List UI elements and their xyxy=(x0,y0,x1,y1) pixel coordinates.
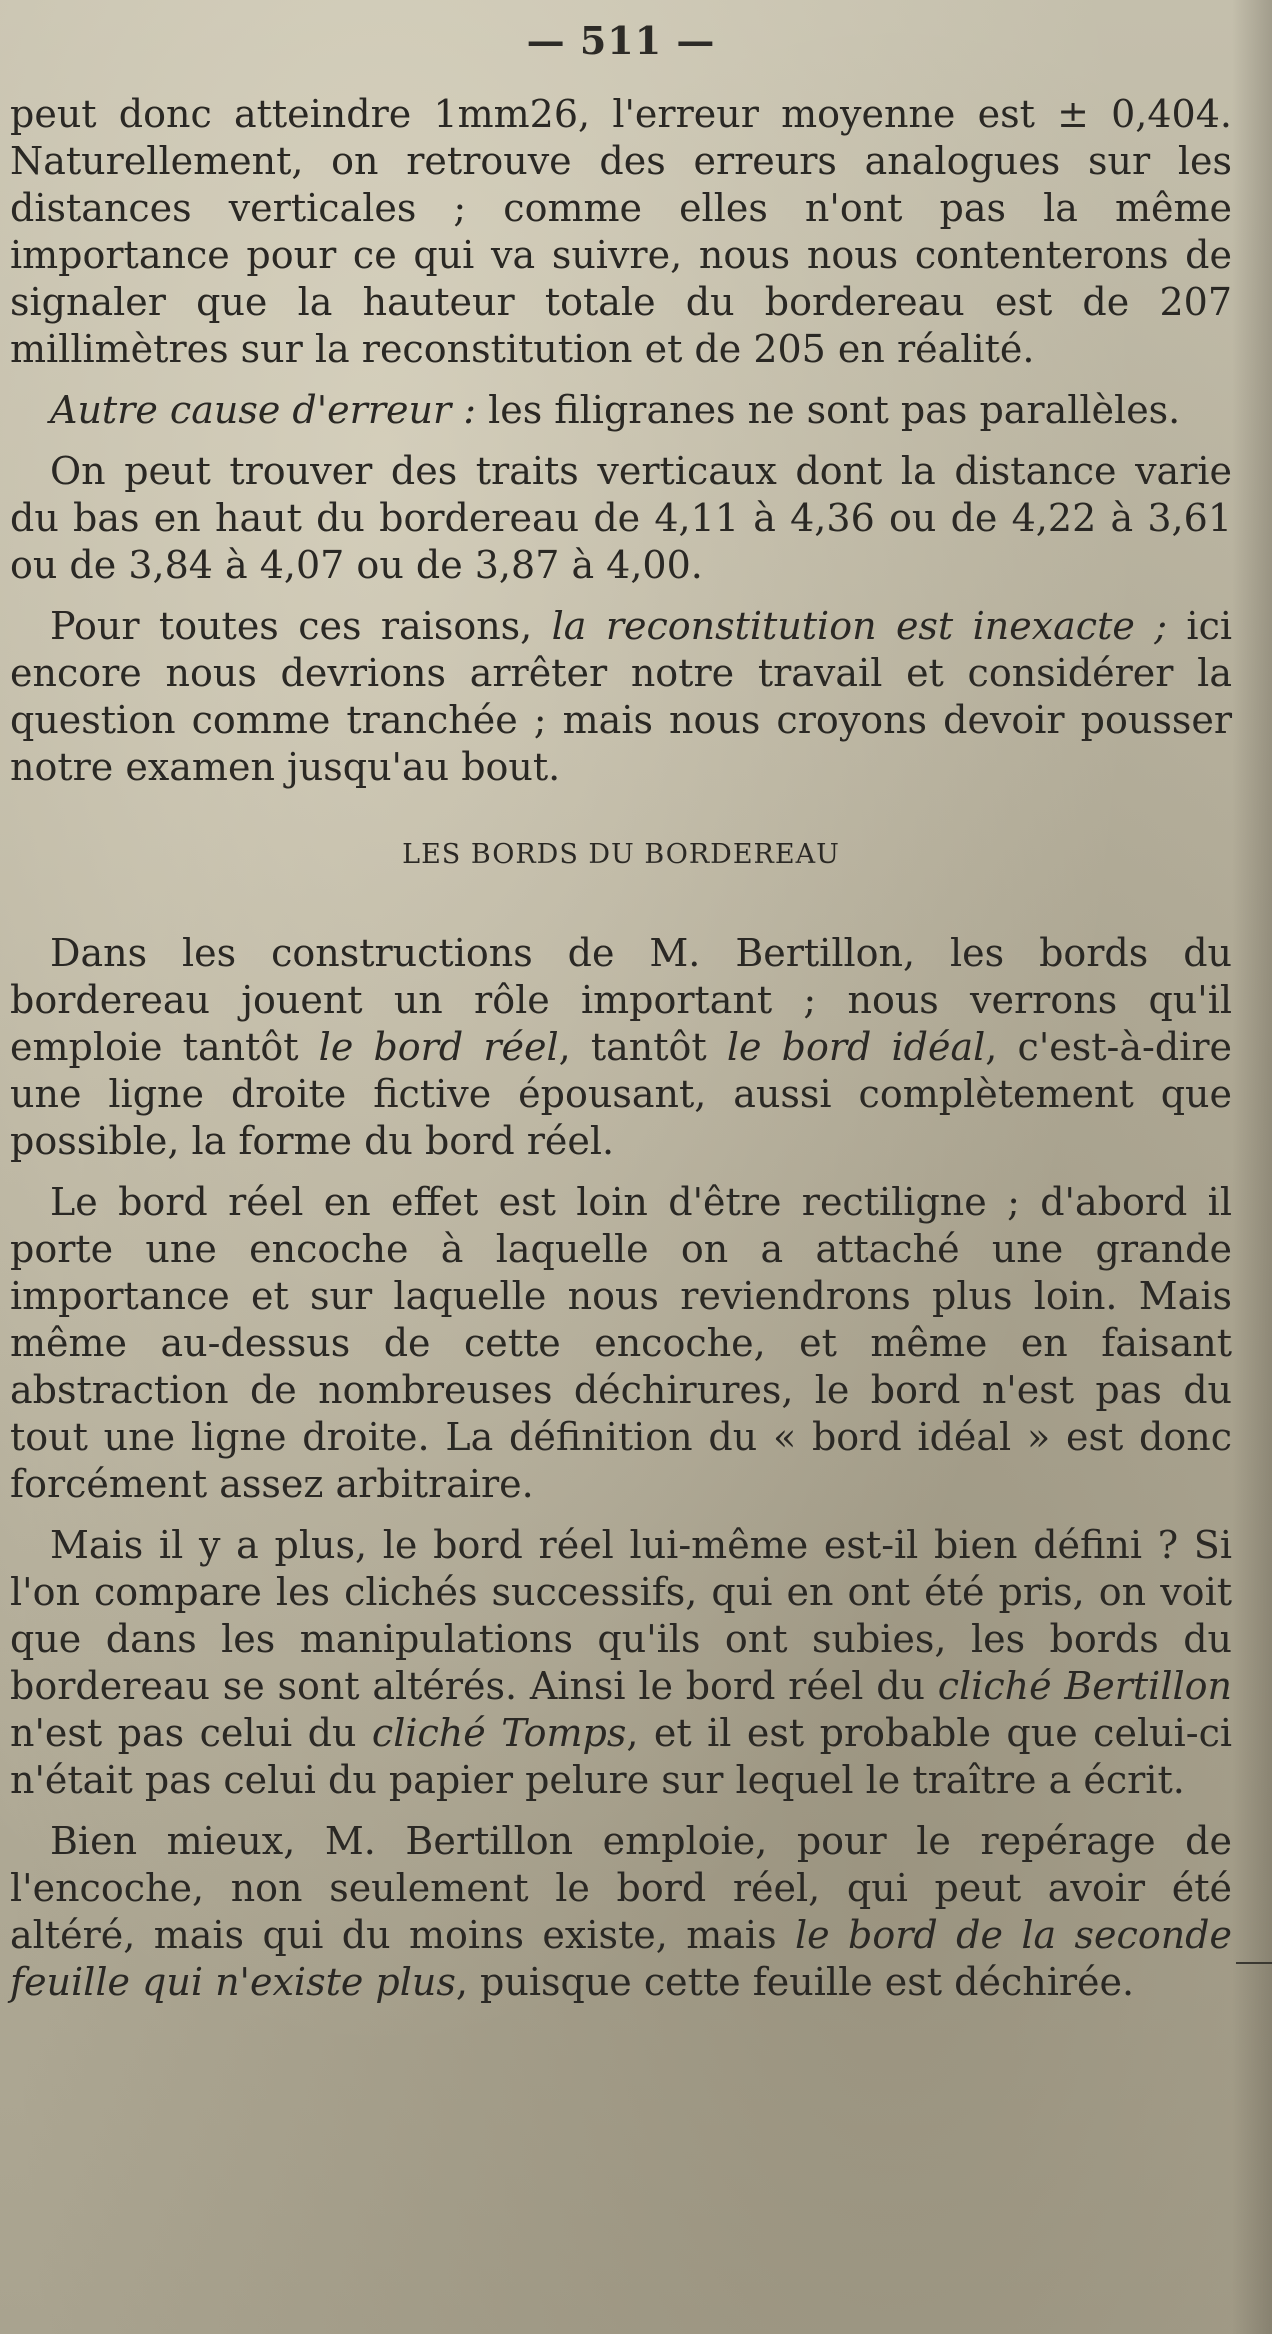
italic-text: le bord idéal xyxy=(726,1025,986,1069)
text-run: , tantôt xyxy=(558,1025,727,1069)
text-run: n'est pas celui du xyxy=(10,1711,372,1755)
paragraph-p7 xyxy=(10,1522,1232,1804)
text-run: , et il est probable que celui-ci n'était pas celui du papier pelure sur lequel le traître a écrit. xyxy=(10,1711,1233,1802)
margin-rule xyxy=(1236,1962,1272,1964)
text-run: les filigranes ne sont pas parallèles. xyxy=(476,388,1181,432)
text-block-bottom xyxy=(10,930,1232,2006)
section-heading: LES BORDS DU BORDEREAU xyxy=(402,839,840,870)
text-run: On peut trouver des traits verticaux dont la distance varie du bas en haut du bordereau de 4,11 à 4,36 ou de 4,22 à 3,61 ou de 3,84 à 4,07 ou de 3,87 à 4,00. xyxy=(10,449,1232,587)
paragraph-p1 xyxy=(10,91,1232,373)
text-run: Le bord réel en effet est loin d'être rectiligne ; d'abord il porte une encoche à laquelle on a attaché une grande importance et sur laquelle nous reviendrons plus loin. Mais même au-dessus de cette encoche, et même en faisant abstraction de nombreuses déchirures, le bord n'est pas du tout une ligne droite. La définition du « bord idéal » est donc forcément assez arbitraire. xyxy=(10,1180,1232,1506)
paragraph-p6 xyxy=(10,1179,1232,1508)
page-number: — 511 — xyxy=(526,18,716,63)
text-run: Pour toutes ces raisons, xyxy=(50,604,552,648)
text-run: Dans les constructions de M. Bertillon, les bords du bordereau jouent un rôle important ; nous verrons qu'il emploie tantôt xyxy=(10,931,1232,1069)
text-block-top xyxy=(10,91,1232,791)
paragraph-p2 xyxy=(10,387,1232,434)
paragraph-p3 xyxy=(10,448,1232,589)
italic-text: Autre cause d'erreur : xyxy=(50,388,476,432)
italic-text: cliché Tomps xyxy=(371,1711,627,1755)
paragraph-p4 xyxy=(10,603,1232,791)
text-run: peut donc atteindre 1mm26, l'erreur moyenne est ± 0,404. Naturellement, on retrouve des erreurs analogues sur les distances verticales ; comme elles n'ont pas la même importance pour ce qui va suivre, nous nous contenterons de signaler que la hauteur totale du bordereau est de 207 millimètres sur la reconstitution et de 205 en réalité. xyxy=(10,92,1232,371)
paragraph-p5 xyxy=(10,930,1232,1165)
text-run: Bien mieux, M. Bertillon emploie, pour le repérage de l'encoche, non seulement le bord réel, qui peut avoir été altéré, mais qui du moins existe, mais xyxy=(10,1819,1232,1957)
italic-text: la reconstitution est inexacte ; xyxy=(551,604,1168,648)
text-run: , c'est-à-dire une ligne droite fictive épousant, aussi complètement que possible, la forme du bord réel. xyxy=(10,1025,1232,1163)
italic-text: cliché Bertillon xyxy=(937,1664,1232,1708)
text-run: Mais il y a plus, le bord réel lui-même est-il bien défini ? Si l'on compare les clichés successifs, qui en ont été pris, on voit que dans les manipulations qu'ils ont subies, les bords du bordereau se sont altérés. Ainsi le bord réel du xyxy=(10,1523,1232,1708)
italic-text: le bord réel xyxy=(318,1025,559,1069)
text-run: ici encore nous devrions arrêter notre travail et considérer la question comme tranchée ; mais nous croyons devoir pousser notre examen jusqu'au bout. xyxy=(10,604,1233,789)
italic-text: le bord de la seconde feuille qui n'existe plus xyxy=(10,1913,1232,2004)
paragraph-p8 xyxy=(10,1818,1232,2006)
text-run: , puisque cette feuille est déchirée. xyxy=(455,1960,1135,2004)
